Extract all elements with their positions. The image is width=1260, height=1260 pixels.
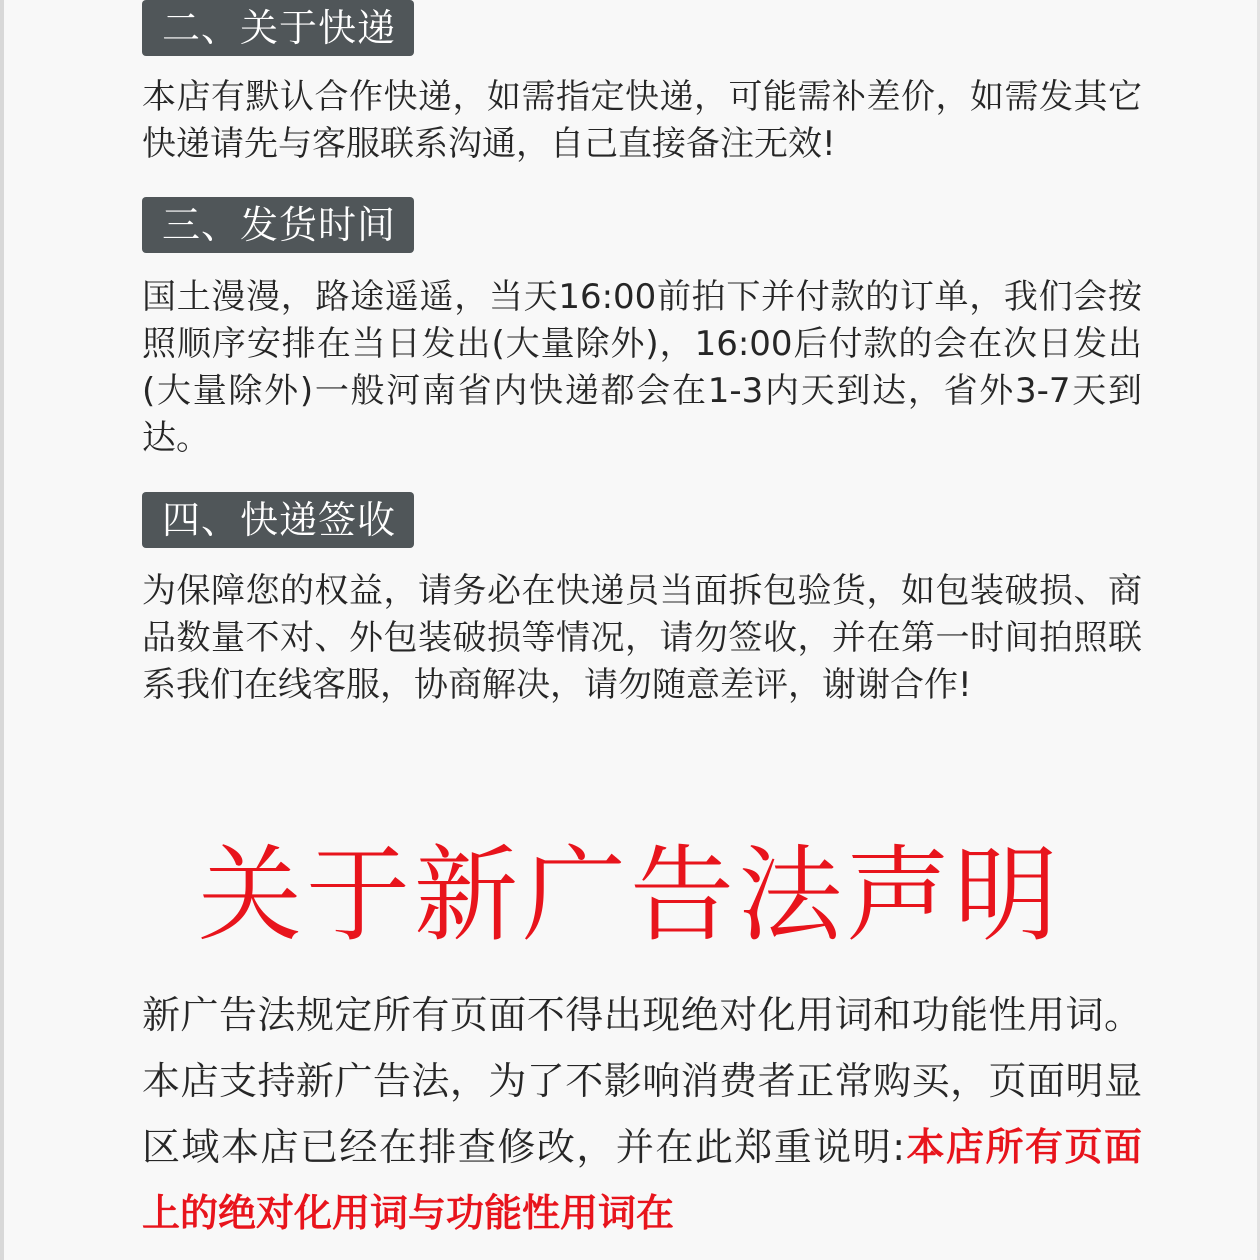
section-text-delivery: 本店有默认合作快递，如需指定快递，可能需补差价，如需发其它快递请先与客服联系沟通，自己直接备注无效! — [142, 77, 1142, 164]
section-heading-delivery: 二、关于快递 — [142, 0, 414, 56]
ad-law-text — [142, 982, 1142, 1246]
left-border — [0, 0, 4, 1260]
ad-law-title: 关于新广告法声明 — [197, 834, 1062, 956]
section-text-shipping-time: 国土漫漫，路途遥遥，当天16:00前拍下并付款的订单，我们会按照顺序安排在当日发出(大量除外)，16:00后付款的会在次日发出(大量除外)一般河南省内快递都会在1-3内天到达，省外3-7天到达。 — [142, 277, 1142, 458]
ad-law-emphasis: 本店所有页面上的绝对化用词与功能性用词在 — [142, 1125, 1142, 1235]
section-heading-shipping-time: 三、发货时间 — [142, 197, 414, 253]
section-heading-signing: 四、快递签收 — [142, 492, 414, 548]
ad-law-body: 新广告法规定所有页面不得出现绝对化用词和功能性用词。本店支持新广告法，为了不影响消费者正常购买，页面明显区域本店已经在排查修改，并在此郑重说明: — [142, 993, 1142, 1169]
section-text-signing: 为保障您的权益，请务必在快递员当面拆包验货，如包装破损、商品数量不对、外包装破损等情况，请勿签收，并在第一时间拍照联系我们在线客服，协商解决，请勿随意差评，谢谢合作! — [142, 571, 1142, 705]
